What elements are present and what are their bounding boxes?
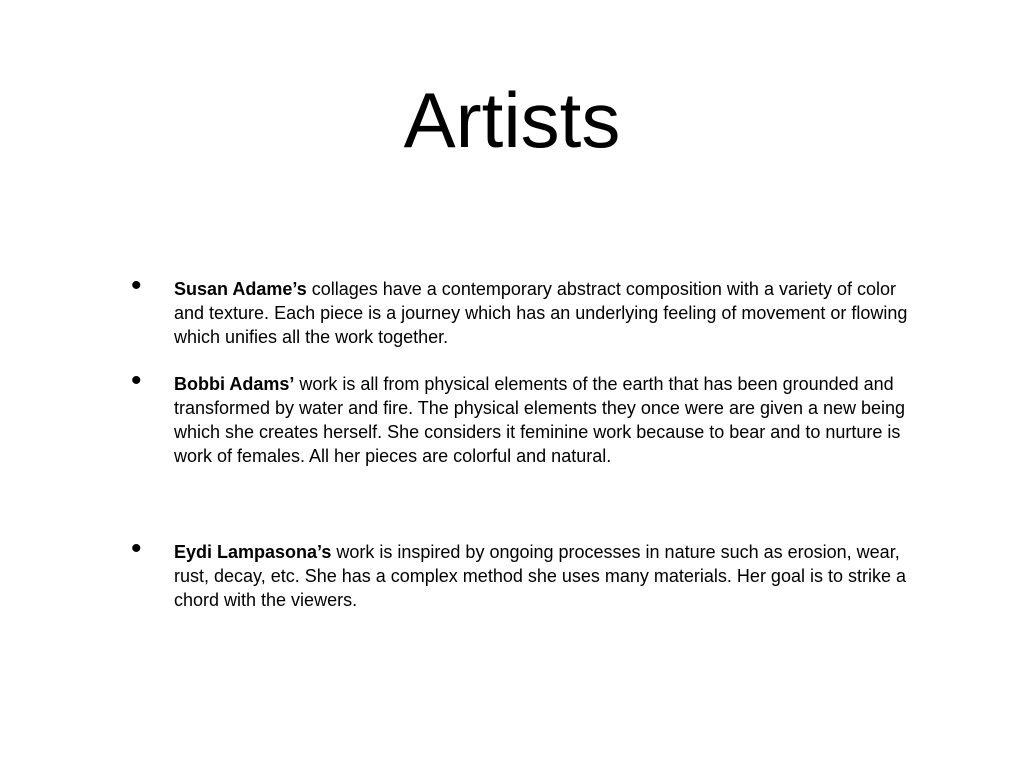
artist-description: work is all from physical elements of the earth that has been grounded and transformed by water and fire. The physical elements they once were are given a new being which she creates herself. She considers it feminine work because to bear and to nurture is work of females. All her pieces are colorful and natural. [174,374,906,466]
artist-description: work is inspired by ongoing processes in nature such as erosion, wear, rust, decay, etc. She has a complex method she uses many materials. Her goal is to strike a chord with the viewers. [174,542,906,610]
bullet-text [174,277,924,349]
bullet-dot-icon: • [131,364,142,397]
artist-description: collages have a contemporary abstract composition with a variety of color and texture. Each piece is a journey which has an underlying feeling of movement or flowing which unifies all the work together. [174,279,908,347]
bullet-dot-icon: • [131,532,142,565]
artist-name: Eydi Lampasona’s [174,542,332,562]
artist-name: Susan Adame’s [174,279,307,299]
bullet-text [174,540,924,612]
artist-name: Bobbi Adams’ [174,374,295,394]
slide-title: Artists [403,76,621,164]
bullet-dot-icon: • [131,269,142,302]
bullet-text [174,372,924,468]
